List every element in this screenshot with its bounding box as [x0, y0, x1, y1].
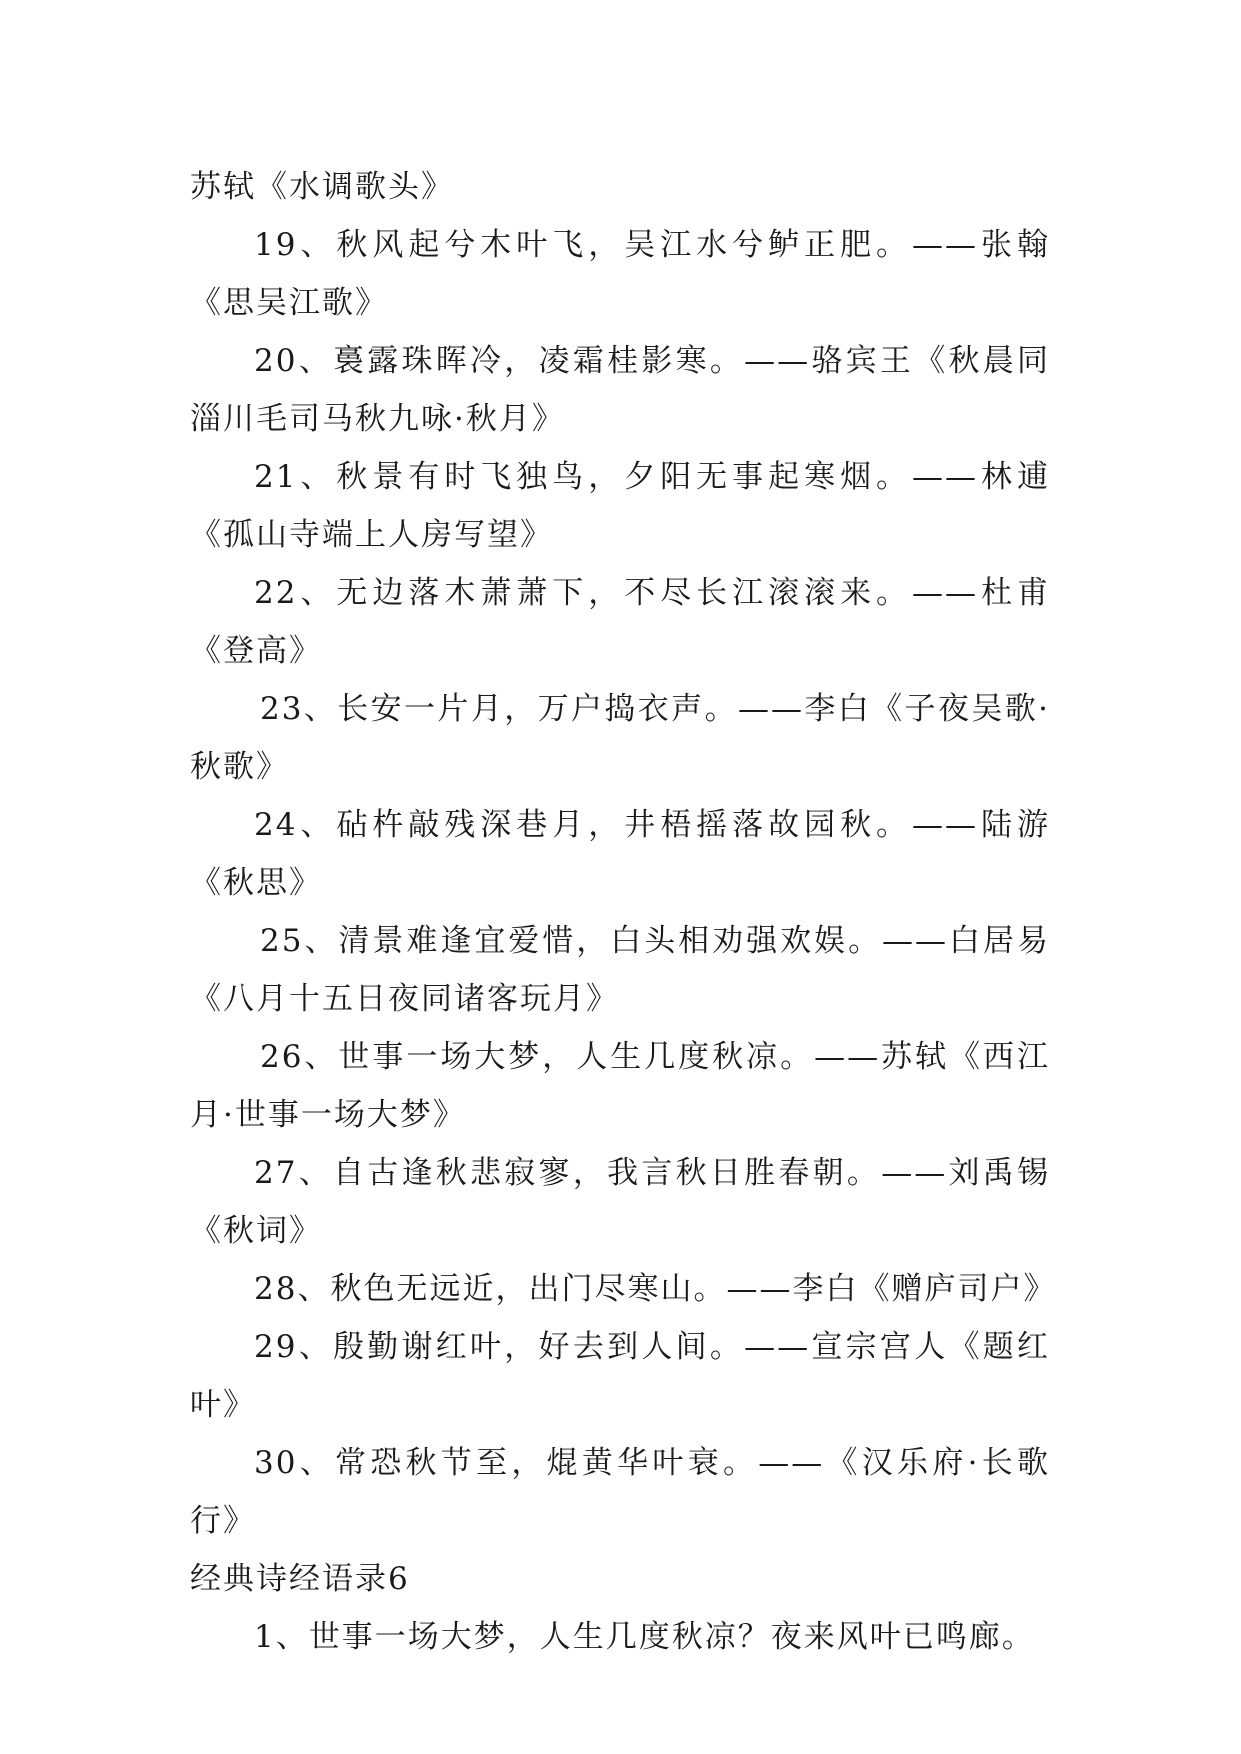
poem-quote-22: 22、无边落木萧萧下，不尽长江滚滚来。——杜甫《登高》 [190, 575, 1050, 669]
poem-quote-29: 29、殷勤谢红叶，好去到人间。——宣宗宫人《题红叶》 [190, 1329, 1050, 1423]
poem-quote-24: 24、砧杵敲残深巷月，井梧摇落故园秋。——陆游《秋思》 [190, 807, 1050, 901]
poem-quote-27: 27、自古逢秋悲寂寥，我言秋日胜春朝。——刘禹锡《秋词》 [190, 1155, 1050, 1249]
document-body [190, 158, 1057, 1666]
poem-quote-20: 20、裛露珠晖冷，凌霜桂影寒。——骆宾王《秋晨同淄川毛司马秋九咏·秋月》 [190, 343, 1050, 437]
poem-quote-26: 26、世事一场大梦，人生几度秋凉。——苏轼《西江月·世事一场大梦》 [190, 1039, 1050, 1133]
section-quote-1: 1、世事一场大梦，人生几度秋凉？夜来风叶已鸣廊。 [254, 1619, 1035, 1655]
poem-quote-28: 28、秋色无远近，出门尽寒山。——李白《赠庐司户》 [254, 1271, 1057, 1307]
poem-quote-25: 25、清景难逢宜爱惜，白头相劝强欢娱。——白居易《八月十五日夜同诸客玩月》 [190, 923, 1050, 1017]
poem-quote-18-tail: 苏轼《水调歌头》 [190, 169, 454, 205]
poem-quote-30: 30、常恐秋节至，焜黄华叶衰。——《汉乐府·长歌行》 [190, 1445, 1050, 1539]
poem-quote-21: 21、秋景有时飞独鸟，夕阳无事起寒烟。——林逋《孤山寺端上人房写望》 [190, 459, 1050, 553]
section-heading: 经典诗经语录6 [190, 1561, 410, 1597]
poem-quote-23: 23、长安一片月，万户捣衣声。——李白《子夜吴歌·秋歌》 [190, 691, 1050, 785]
poem-quote-19: 19、秋风起兮木叶飞，吴江水兮鲈正肥。——张翰《思吴江歌》 [190, 227, 1050, 321]
